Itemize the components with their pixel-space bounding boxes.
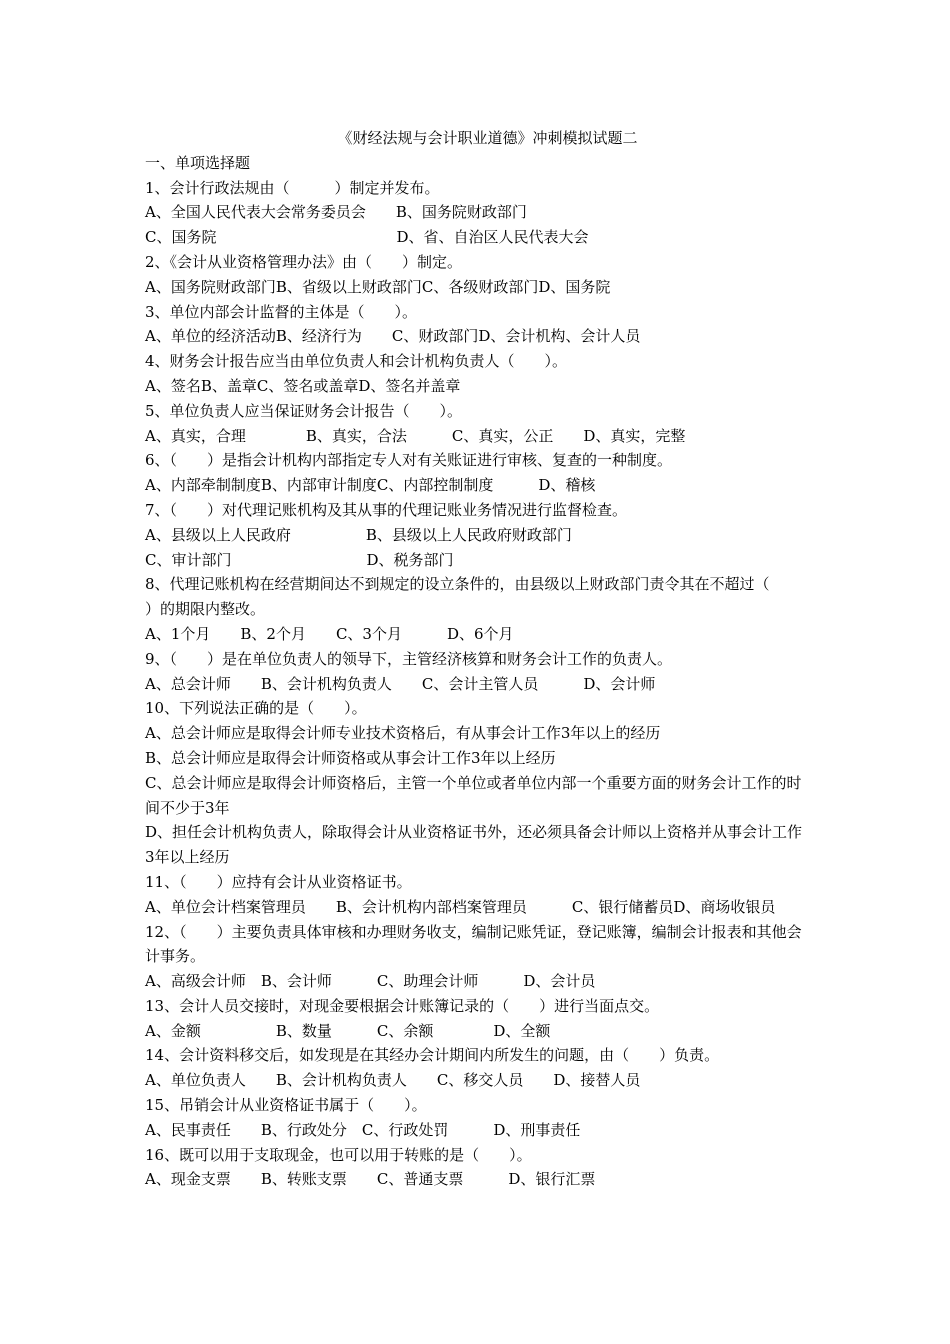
question-text: 5、单位负责人应当保证财务会计报告（ ）。 xyxy=(145,401,463,420)
question-text: 9、（ ）是在单位负责人的领导下，主管经济核算和财务会计工作的负责人。 xyxy=(145,649,673,668)
answer-options: A、民事责任 B、行政处分 C、行政处罚 D、刑事责任 xyxy=(145,1120,581,1139)
answer-options: A、国务院财政部门B、省级以上财政部门C、各级财政部门D、国务院 xyxy=(145,277,611,296)
question-item xyxy=(145,1093,810,1143)
answer-options: A、现金支票 B、转账支票 C、普通支票 D、银行汇票 xyxy=(145,1170,596,1189)
question-text: 13、会计人员交接时，对现金要根据会计账簿记录的（ ）进行当面点交。 xyxy=(145,996,660,1015)
question-item xyxy=(145,448,810,498)
answer-options: B、总会计师应是取得会计师资格或从事会计工作3年以上经历 xyxy=(145,748,556,767)
answer-options: A、总会计师应是取得会计师专业技术资格后，有从事会计工作3年以上的经历 xyxy=(145,724,661,743)
question-item xyxy=(145,647,810,697)
question-text: 10、下列说法正确的是（ ）。 xyxy=(145,699,367,718)
question-item xyxy=(145,920,810,994)
answer-options: C、总会计师应是取得会计师资格后，主管一个单位或者单位内部一个重要方面的财务会计工作的时间不少于3年 xyxy=(145,773,802,817)
question-text: 11、（ ）应持有会计从业资格证书。 xyxy=(145,872,412,891)
question-item xyxy=(145,1043,810,1093)
answer-options: A、全国人民代表大会常务委员会 B、国务院财政部门 xyxy=(145,203,527,222)
section-heading: 一、单项选择题 xyxy=(145,153,251,172)
question-item xyxy=(145,176,810,250)
answer-options: A、单位会计档案管理员 B、会计机构内部档案管理员 C、银行储蓄员D、商场收银员 xyxy=(145,897,776,916)
question-text: 7、（ ）对代理记账机构及其从事的代理记账业务情况进行监督检查。 xyxy=(145,500,628,519)
answer-options: A、真实，合理 B、真实，合法 C、真实，公正 D、真实，完整 xyxy=(145,426,686,445)
question-text: 4、财务会计报告应当由单位负责人和会计机构负责人（ ）。 xyxy=(145,352,568,371)
answer-options: A、1个月 B、2个月 C、3个月 D、6个月 xyxy=(145,624,514,643)
question-item xyxy=(145,399,810,449)
answer-options: D、担任会计机构负责人，除取得会计从业资格证书外，还必须具备会计师以上资格并从事会计工作3年以上经历 xyxy=(145,823,803,867)
question-text: 8、代理记账机构在经营期间达不到规定的设立条件的，由县级以上财政部门责令其在不超过（ ）的期限内整改。 xyxy=(145,575,815,619)
question-text: 12、（ ）主要负责具体审核和办理财务收支，编制记账凭证，登记账簿，编制会计报表和其他会计事务。 xyxy=(145,922,802,966)
question-text: 15、吊销会计从业资格证书属于（ ）。 xyxy=(145,1096,427,1115)
question-item xyxy=(145,572,815,646)
answer-options: A、单位负责人 B、会计机构负责人 C、移交人员 D、接替人员 xyxy=(145,1071,641,1090)
question-list xyxy=(145,176,815,1193)
answer-options: A、单位的经济活动B、经济行为 C、财政部门D、会计机构、会计人员 xyxy=(145,327,641,346)
answer-options: A、县级以上人民政府 B、县级以上人民政府财政部门 xyxy=(145,525,572,544)
answer-options: A、金额 B、数量 C、余额 D、全额 xyxy=(145,1021,551,1040)
answer-options: C、国务院 D、省、自治区人民代表大会 xyxy=(145,228,589,247)
question-text: 16、既可以用于支取现金，也可以用于转账的是（ ）。 xyxy=(145,1145,532,1164)
document-title: 《财经法规与会计职业道德》冲刺模拟试题二 xyxy=(337,129,638,147)
question-text: 3、单位内部会计监督的主体是（ ）。 xyxy=(145,302,418,321)
question-text: 14、会计资料移交后，如发现是在其经办会计期间内所发生的问题，由（ ）负责。 xyxy=(145,1046,720,1065)
question-text: 6、（ ）是指会计机构内部指定专人对有关账证进行审核、复查的一种制度。 xyxy=(145,451,673,470)
question-text: 1、会计行政法规由（ ）制定并发布。 xyxy=(145,178,440,197)
question-item xyxy=(145,696,810,870)
answer-options: A、总会计师 B、会计机构负责人 C、会计主管人员 D、会计师 xyxy=(145,674,656,693)
question-item xyxy=(145,994,810,1044)
answer-options: A、内部牵制制度B、内部审计制度C、内部控制制度 D、稽核 xyxy=(145,476,596,495)
document-body xyxy=(145,126,815,1192)
answer-options: A、签名B、盖章C、签名或盖章D、签名并盖章 xyxy=(145,376,461,395)
question-text: 2、《会计从业资格管理办法》由（ ）制定。 xyxy=(145,252,463,271)
question-item xyxy=(145,498,810,572)
answer-options: C、审计部门 D、税务部门 xyxy=(145,550,454,569)
question-item xyxy=(145,1143,810,1193)
question-item xyxy=(145,300,810,350)
question-item xyxy=(145,250,810,300)
question-item xyxy=(145,349,810,399)
answer-options: A、高级会计师 B、会计师 C、助理会计师 D、会计员 xyxy=(145,972,596,991)
question-item xyxy=(145,870,810,920)
